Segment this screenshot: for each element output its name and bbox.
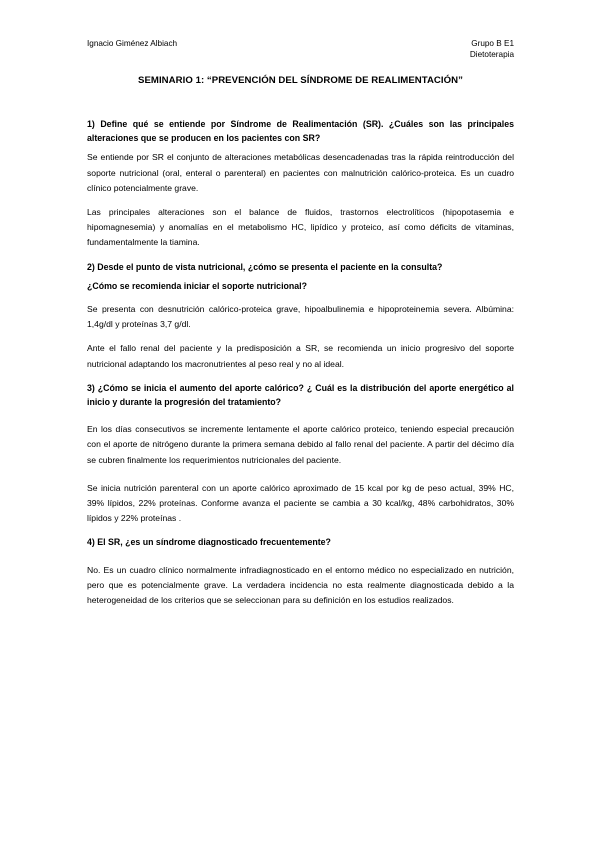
answer-2-paragraph-2: Ante el fallo renal del paciente y la predisposición a SR, se recomienda un inicio progresivo del soporte nutricional adaptando los macronutrientes al peso real y no al ideal. — [87, 343, 514, 369]
header-right — [470, 38, 514, 60]
question-3: 3) ¿Cómo se inicia el aumento del aporte calórico? ¿ Cuál es la distribución del aporte energético al inicio y durante la progresión del tratamiento? — [87, 382, 514, 408]
answer-3-paragraph-2: Se inicia nutrición parenteral con un aporte calórico aproximado de 15 kcal por kg de peso actual, 39% HC, 39% lípidos, 22% proteínas. Conforme avanza el paciente se cambia a 30 kcal/kg, 48% carbohidratos, 30% lípidos y 22% proteínas . — [87, 482, 514, 524]
answer-2-paragraph-1: Se presenta con desnutrición calórico-proteica grave, hipoalbulinemia e hipoproteinemia severa. Albúmina: 1,4g/dl y proteínas 3,7 g/dl. — [87, 304, 514, 330]
question-2-part-2: ¿Cómo se recomienda iniciar el soporte nutricional? — [87, 280, 307, 291]
document-body — [87, 117, 514, 608]
answer-3-paragraph-1: En los días consecutivos se incremente lentamente el aporte calórico proteico, teniendo especial precaución con el aporte de nitrógeno durante la primera semana debido al fallo renal del paciente. A partir del décimo día se cubren finalmente los requerimientos nutricionales del paciente. — [87, 424, 514, 465]
author-name: Ignacio Giménez Albiach — [87, 39, 178, 48]
document-title: SEMINARIO 1: “PREVENCIÓN DEL SÍNDROME DE REALIMENTACIÓN” — [138, 75, 463, 86]
answer-1-paragraph-1: Se entiende por SR el conjunto de alteraciones metabólicas desencadenadas tras la rápida reintroducción del soporte nutricional (oral, enteral o parenteral) en pacientes con malnutrición calórico-proteica. Es un cuadro clínico potencialmente grave. — [87, 152, 514, 193]
question-2: 2) Desde el punto de vista nutricional, ¿cómo se presenta el paciente en la consulta? — [87, 261, 443, 272]
subject-label: Dietoterapia — [469, 50, 514, 59]
answer-1-paragraph-2: Las principales alteraciones son el balance de fluidos, trastornos electrolíticos (hipopotasemia e hipomagnesemia) y anomalías en el metabolismo HC, lipídico y proteico, así como déficits de vitaminas, fundamentalmente la tiamina. — [87, 207, 514, 248]
question-1: 1) Define qué se entiende por Síndrome de Realimentación (SR). ¿Cuáles son las principales alteraciones que se producen en los pacientes con SR? — [87, 119, 514, 144]
group-label: Grupo B E1 — [471, 39, 514, 48]
question-4: 4) El SR, ¿es un síndrome diagnosticado frecuentemente? — [87, 537, 331, 548]
answer-4-paragraph-1: No. Es un cuadro clínico normalmente infradiagnosticado en el entorno médico no especializado en nutrición, pero que es potencialmente grave. La verdadera incidencia no esta realmente diagnosticada debido a la heterogeneidad de los criterios que se seleccionan para su definición en los estudios realizados. — [87, 564, 514, 606]
